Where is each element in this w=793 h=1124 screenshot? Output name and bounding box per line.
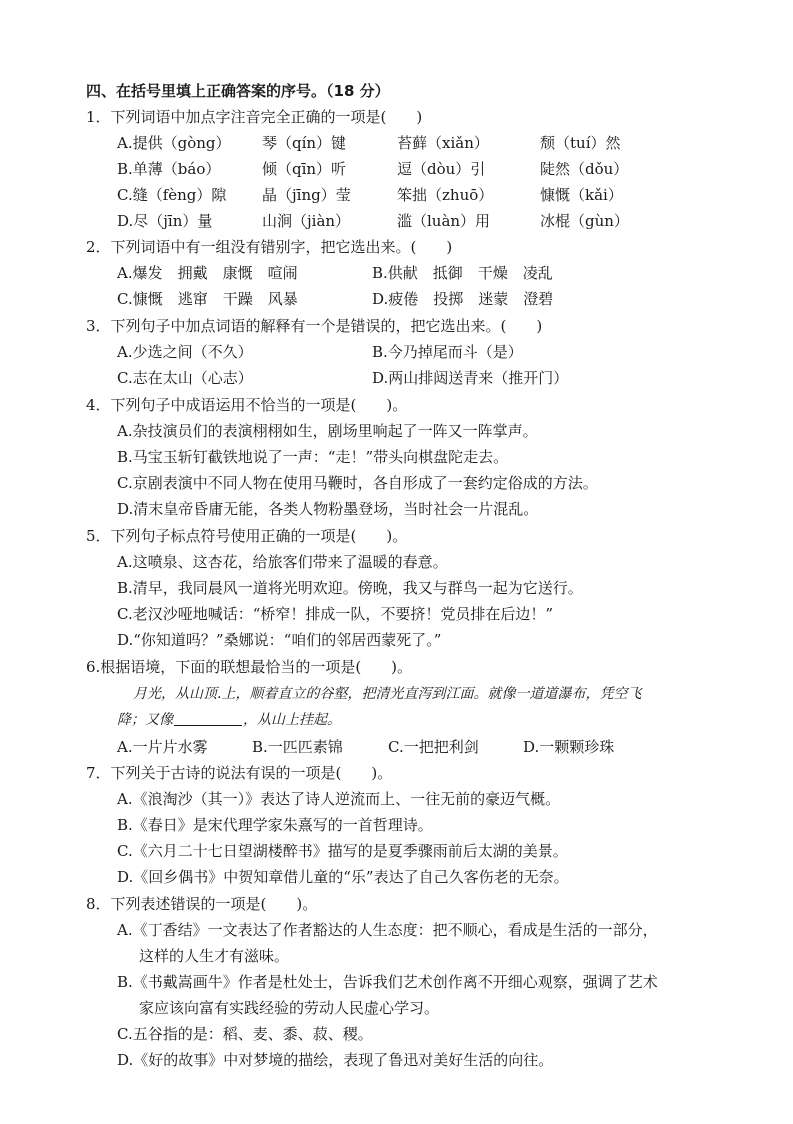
question-1-stem: 1．下列词语中加点字注音完全正确的一项是( ) [86, 108, 423, 126]
fill-in-blank [174, 711, 242, 726]
q1-option-cell: 冰棍（gùn） [540, 212, 629, 230]
q6-option-b: B.一匹匹素锦 [252, 738, 343, 756]
question-3-stem: 3．下列句子中加点词语的解释有一个是错误的，把它选出来。( ) [86, 317, 543, 335]
q2-option-cell: C.慷慨 逃窜 干躁 风暴 [117, 290, 298, 308]
question-8-stem: 8．下列表述错误的一项是( )。 [86, 895, 318, 913]
q8-option-a-line-1: A.《丁香结》一文表达了作者豁达的人生态度：把不顺心，看成是生活的一部分， [117, 921, 658, 939]
question-6-stem: 6.根据语境，下面的联想最恰当的一项是( )。 [86, 658, 413, 676]
q8-option-d: D.《好的故事》中对梦境的描绘，表现了鲁迅对美好生活的向往。 [117, 1051, 554, 1069]
q1-option-cell: 苔藓（xiǎn） [397, 134, 489, 152]
q4-option-b: B.马宝玉斩钉截铁地说了一声：“走！”带头向棋盘陀走去。 [117, 448, 509, 466]
q5-option-a: A.这喷泉、这杏花，给旅客们带来了温暖的春意。 [117, 553, 448, 571]
q6-passage-text-a: 降；又像 [117, 712, 173, 728]
q1-option-cell: C.缝（fèng）隙 [117, 186, 227, 204]
q1-option-cell: 晶（jīng）莹 [262, 186, 351, 204]
q8-option-a-line-2: 这样的人生才有滋味。 [139, 947, 290, 965]
q2-option-cell: B.供献 抵御 干燥 凌乱 [372, 264, 553, 282]
q1-option-cell: 颓（tuí）然 [540, 134, 621, 152]
q1-option-cell: 陡然（dǒu） [540, 160, 629, 178]
q3-option-cell: D.两山排闼送青来（推开门） [372, 369, 569, 387]
q5-option-c: C.老汉沙哑地喊话：“桥窄！排成一队，不要挤！党员排在后边！” [117, 605, 554, 623]
q6-option-a: A.一片片水雾 [117, 738, 208, 756]
q7-option-c: C.《六月二十七日望湖楼醉书》描写的是夏季骤雨前后太湖的美景。 [117, 842, 568, 860]
q7-option-a: A.《浪淘沙（其一）》表达了诗人逆流而上、一往无前的豪迈气概。 [117, 790, 561, 808]
q8-option-c: C.五谷指的是：稻、麦、黍、菽、稷。 [117, 1025, 373, 1043]
q3-option-cell: C.志在太山（心志） [117, 369, 253, 387]
q5-option-d: D.“你知道吗？”桑娜说：“咱们的邻居西蒙死了。” [117, 631, 442, 649]
q6-passage-line-2 [117, 710, 341, 730]
q4-option-d: D.清末皇帝昏庸无能，各类人物粉墨登场，当时社会一片混乱。 [117, 500, 539, 518]
q1-option-cell: B.单薄（báo） [117, 160, 221, 178]
q2-option-cell: D.疲倦 投掷 迷蒙 澄碧 [372, 290, 554, 308]
q8-option-b-line-2: 家应该向富有实践经验的劳动人民虚心学习。 [139, 999, 440, 1017]
q7-option-d: D.《回乡偶书》中贺知章借儿童的“乐”表达了自己久客伤老的无奈。 [117, 868, 569, 886]
q6-option-d: D.一颗颗珍珠 [523, 738, 615, 756]
q4-option-a: A.杂技演员们的表演栩栩如生，剧场里响起了一阵又一阵掌声。 [117, 422, 538, 440]
question-5-stem: 5．下列句子标点符号使用正确的一项是( )。 [86, 527, 408, 545]
q6-passage-text-b: ，从山上挂起。 [243, 712, 341, 728]
q5-option-b: B.清早，我同晨风一道将光明欢迎。傍晚，我又与群鸟一起为它送行。 [117, 579, 583, 597]
q1-option-cell: 笨拙（zhuō） [397, 186, 494, 204]
q1-option-cell: D.尽（jīn）量 [117, 212, 213, 230]
q1-option-cell: 山涧（jiàn） [262, 212, 351, 230]
q6-option-c: C.一把把利剑 [388, 738, 479, 756]
question-2-stem: 2．下列词语中有一组没有错别字，把它选出来。( ) [86, 238, 453, 256]
q6-passage-line-1: 月光，从山顶.上，顺着直立的谷壑，把清光直泻到江面。就像一道道瀑布，凭空飞 [133, 686, 642, 702]
question-4-stem: 4．下列句子中成语运用不恰当的一项是( )。 [86, 396, 408, 414]
q4-option-c: C.京剧表演中不同人物在使用马鞭时，各自形成了一套约定俗成的方法。 [117, 474, 598, 492]
q3-option-cell: B.今乃掉尾而斗（是） [372, 343, 523, 361]
q1-option-cell: 慷慨（kǎi） [540, 186, 623, 204]
q2-option-cell: A.爆发 拥戴 康慨 喧闹 [117, 264, 298, 282]
q1-option-cell: A.提供（gòng） [117, 134, 231, 152]
q1-option-cell: 倾（qīn）听 [262, 160, 347, 178]
q7-option-b: B.《春日》是宋代理学家朱熹写的一首哲理诗。 [117, 816, 433, 834]
q1-option-cell: 逗（dòu）引 [397, 160, 486, 178]
q8-option-b-line-1: B.《书戴嵩画牛》作者是杜处士，告诉我们艺术创作离不开细心观察，强调了艺术 [117, 973, 658, 991]
q3-option-cell: A.少选之间（不久） [117, 343, 253, 361]
section-title: 四、在括号里填上正确答案的序号。（18 分） [86, 82, 390, 100]
question-7-stem: 7．下列关于古诗的说法有误的一项是( )。 [86, 764, 393, 782]
q1-option-cell: 滥（luàn）用 [397, 212, 491, 230]
q1-option-cell: 琴（qín）键 [262, 134, 347, 152]
